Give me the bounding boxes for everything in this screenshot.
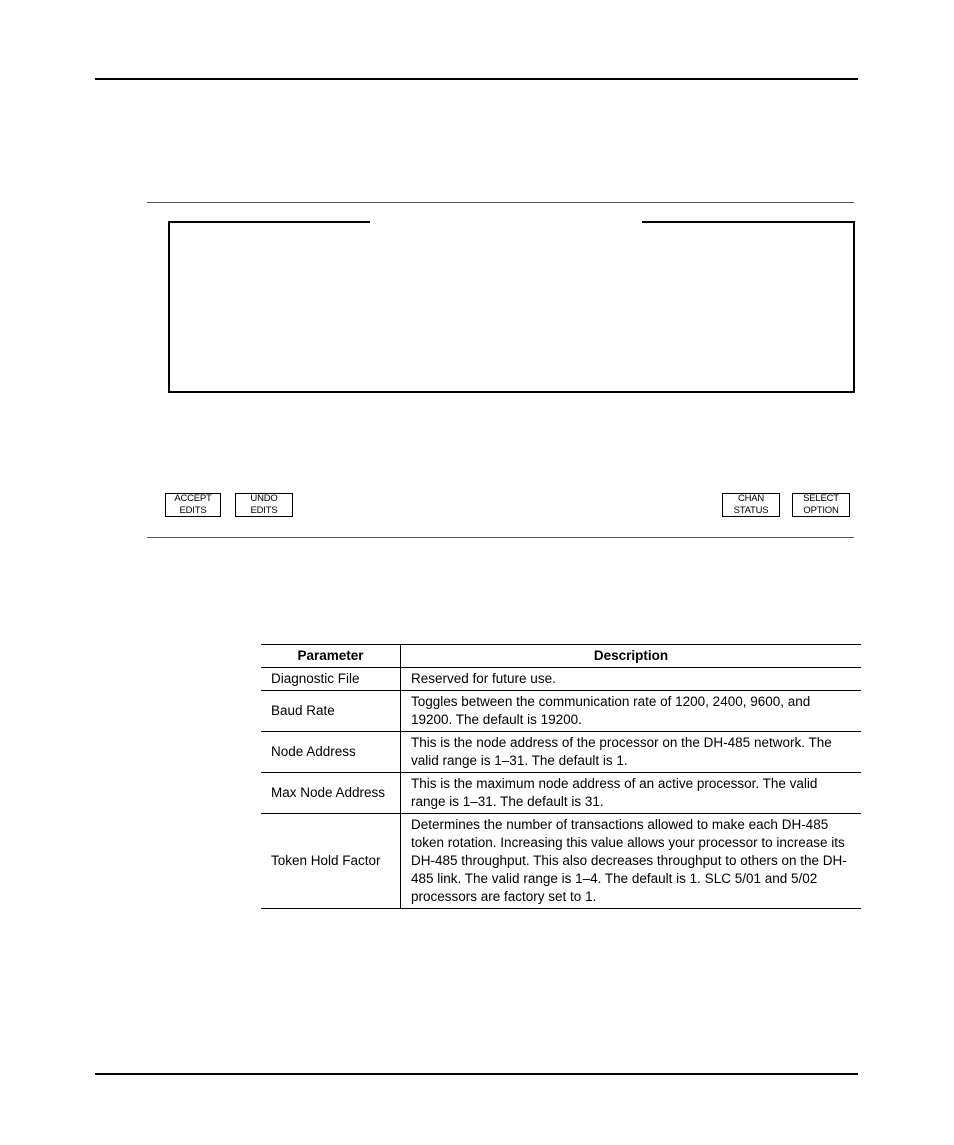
table-header-row bbox=[261, 645, 861, 668]
table-row bbox=[261, 668, 861, 691]
undo-edits-button[interactable] bbox=[235, 493, 293, 517]
parameter-cell: Node Address bbox=[261, 732, 401, 773]
table-row bbox=[261, 773, 861, 814]
parameter-cell: Baud Rate bbox=[261, 691, 401, 732]
parameter-table bbox=[261, 644, 861, 909]
accept-edits-button[interactable] bbox=[165, 493, 221, 517]
accept-edits-label-1: ACCEPT bbox=[174, 493, 212, 504]
chan-status-button[interactable] bbox=[722, 493, 780, 517]
screen-display-area bbox=[168, 221, 855, 393]
undo-edits-label-1: UNDO bbox=[250, 493, 278, 504]
chan-status-label-1: CHAN bbox=[737, 493, 765, 504]
description-cell: Reserved for future use. bbox=[401, 668, 862, 691]
figure-bottom-rule bbox=[147, 537, 854, 538]
column-header-parameter: Parameter bbox=[261, 645, 401, 668]
table-row bbox=[261, 732, 861, 773]
select-option-button[interactable] bbox=[792, 493, 850, 517]
description-cell: Toggles between the communication rate of 1200, 2400, 9600, and 19200. The default is 19200. bbox=[401, 691, 862, 732]
description-cell: This is the node address of the processor on the DH-485 network. The valid range is 1–31. The default is 1. bbox=[401, 732, 862, 773]
table-row bbox=[261, 691, 861, 732]
parameter-cell: Max Node Address bbox=[261, 773, 401, 814]
parameter-cell: Diagnostic File bbox=[261, 668, 401, 691]
select-option-label-1: SELECT bbox=[803, 493, 839, 504]
figure-top-rule bbox=[147, 202, 854, 203]
page-top-rule bbox=[95, 78, 858, 80]
chan-status-label-2: STATUS bbox=[733, 505, 769, 516]
accept-edits-label-2: EDITS bbox=[179, 505, 207, 516]
description-cell: Determines the number of transactions allowed to make each DH-485 token rotation. Increasing this value allows your processor to increase its DH-485 throughput. This also decreases throughput to others on the DH-485 link. The valid range is 1–4. The default is 1. SLC 5/01 and 5/02 processors are factory set to 1. bbox=[401, 814, 862, 909]
description-cell: This is the maximum node address of an active processor. The valid range is 1–31. The default is 31. bbox=[401, 773, 862, 814]
table-row bbox=[261, 814, 861, 909]
undo-edits-label-2: EDITS bbox=[250, 505, 278, 516]
select-option-label-2: OPTION bbox=[803, 505, 839, 516]
parameter-cell: Token Hold Factor bbox=[261, 814, 401, 909]
page-bottom-rule bbox=[95, 1073, 858, 1075]
column-header-description: Description bbox=[401, 645, 862, 668]
